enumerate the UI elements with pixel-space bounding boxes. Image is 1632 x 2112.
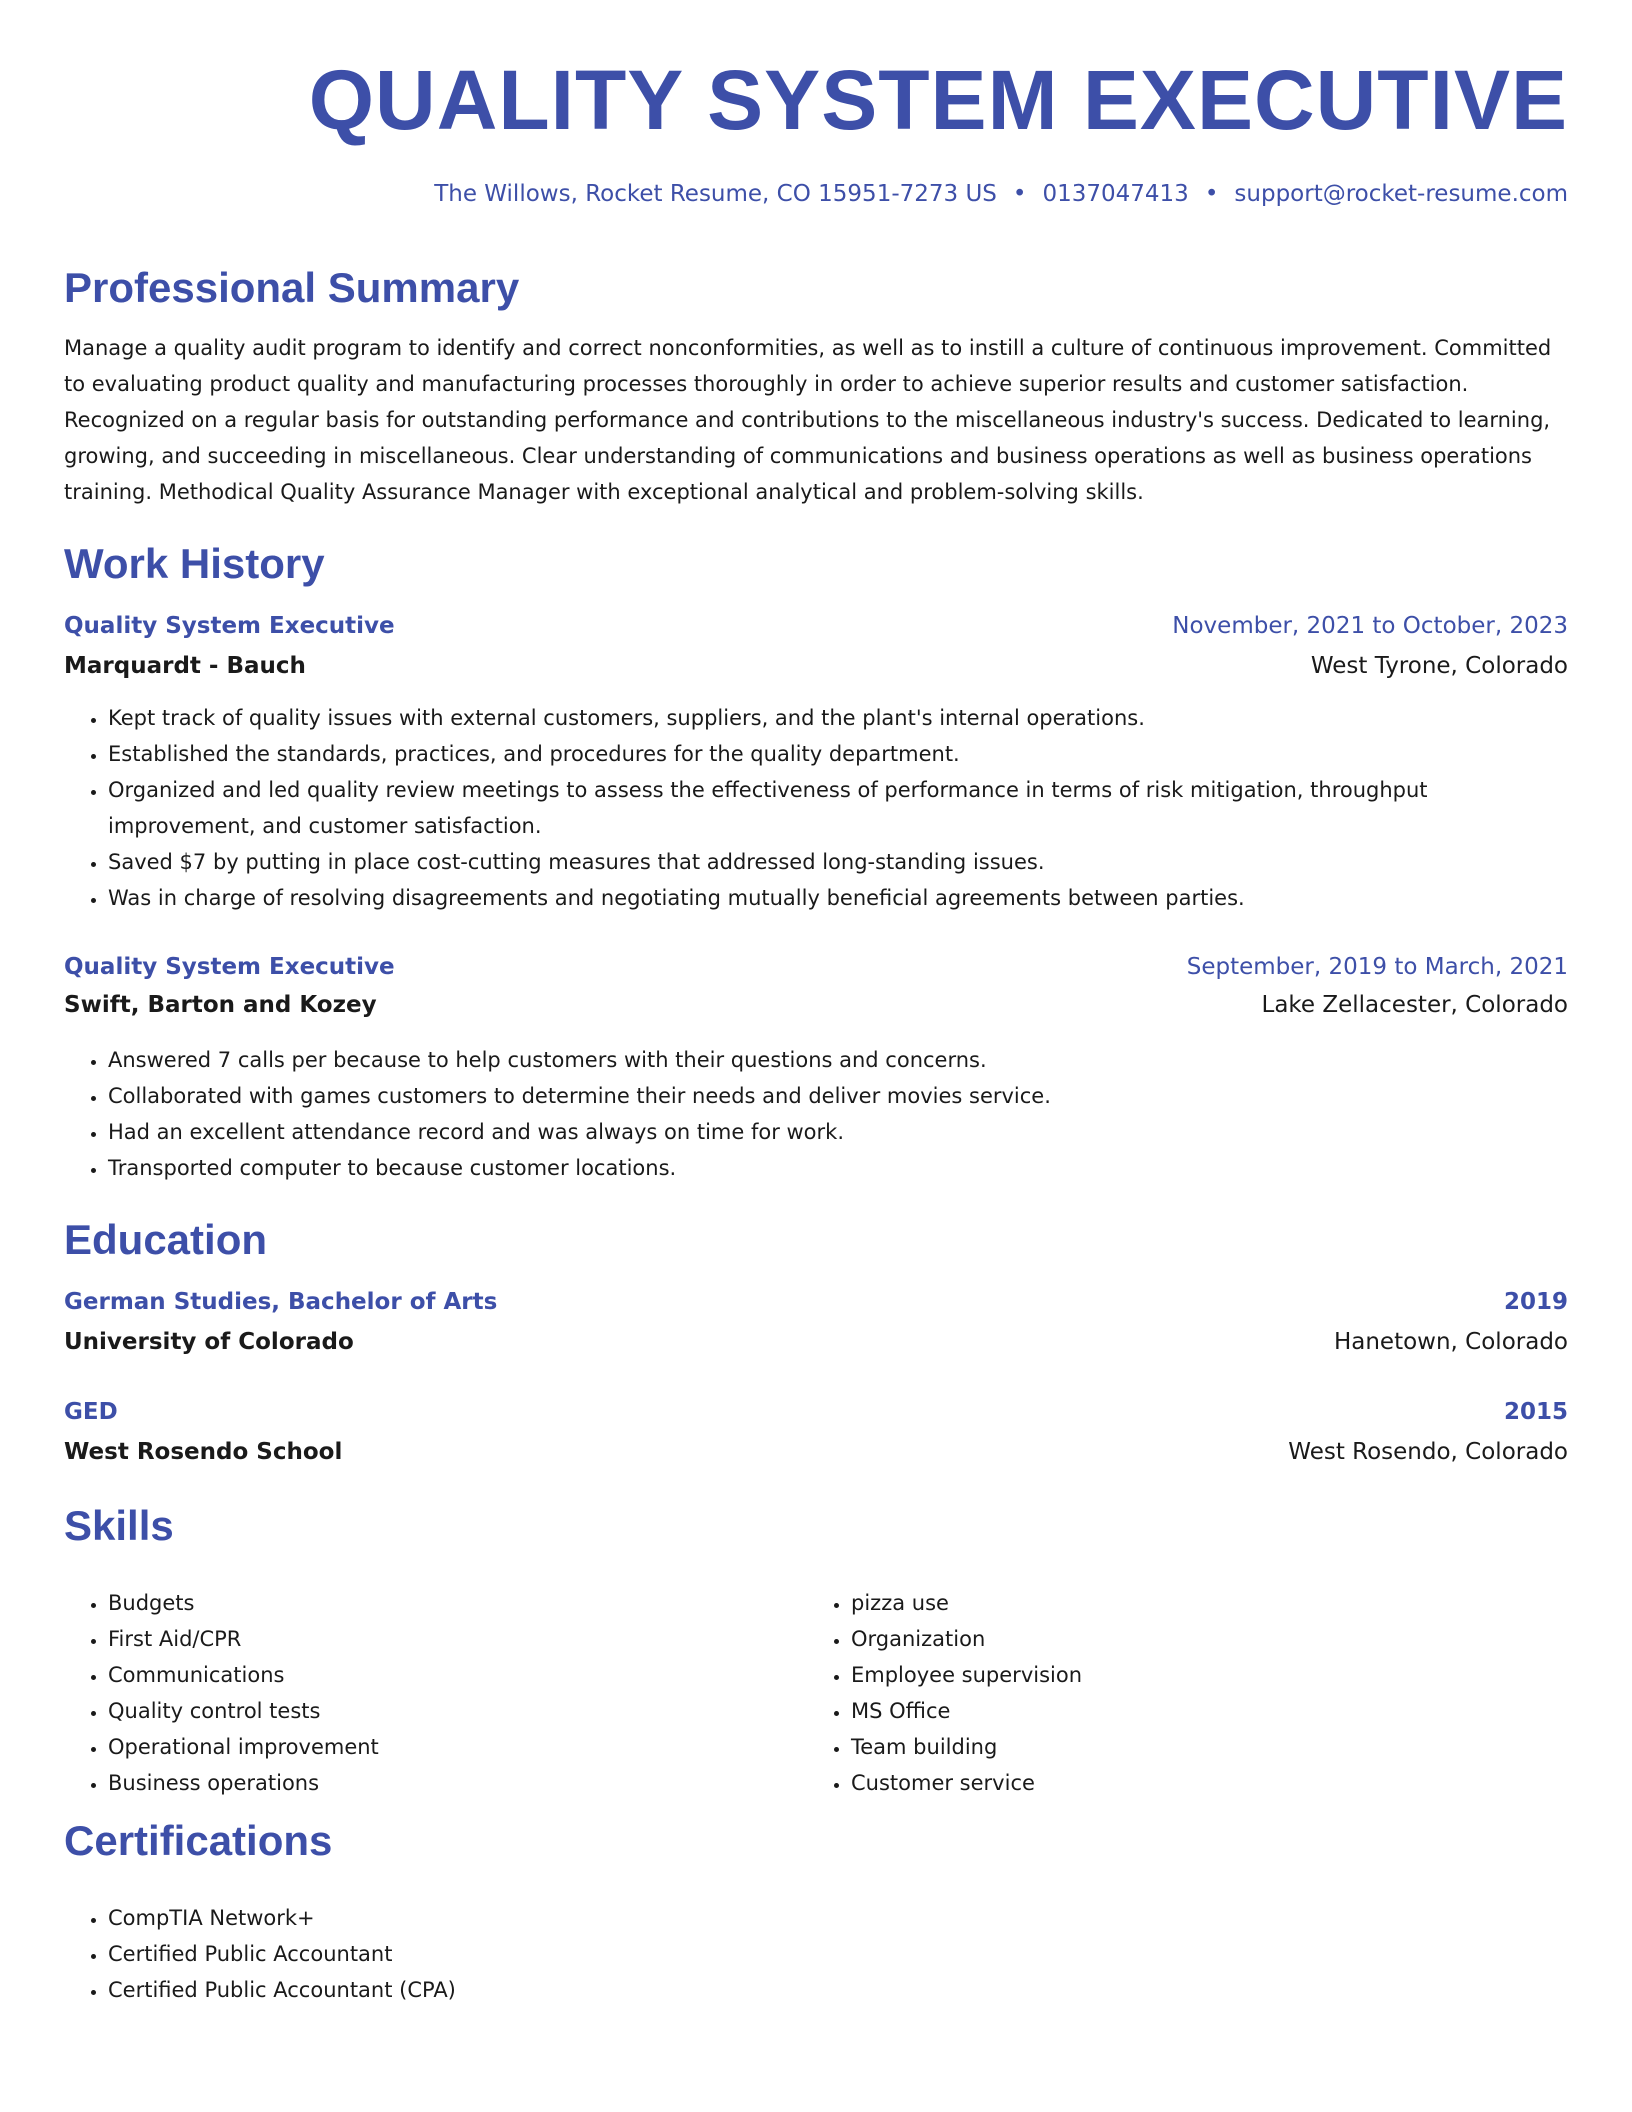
job-role: Quality System Executive [64,954,395,980]
job-subheader [64,989,1568,1021]
list-item: • Had an excellent attendance record and was always on time for work. [108,1114,1568,1150]
list-item: • Budgets [108,1585,808,1621]
list-item: • Collaborated with games customers to determine their needs and deliver movies service. [108,1078,1568,1114]
certifications-list [64,1900,1568,2008]
education-subheader [64,1436,1568,1468]
contact-address: The Willows, Rocket Resume, CO 15951-7273 US [434,181,997,207]
job-header [64,610,1568,642]
list-item: • MS Office [851,1693,1551,1729]
education-degree: German Studies, Bachelor of Arts [64,1289,498,1315]
contact-email: support@rocket-resume.com [1234,181,1568,207]
job-location: West Tyrone, Colorado [1310,653,1568,679]
job-company: Marquardt - Bauch [64,653,306,679]
list-item: • Communications [108,1657,808,1693]
list-item: • Customer service [851,1765,1551,1801]
list-item: • Kept track of quality issues with external customers, suppliers, and the plant's internal operations. [108,700,1568,736]
job-bullets [64,1042,1568,1186]
list-item: • First Aid/CPR [108,1621,808,1657]
list-item: • Certified Public Accountant [108,1936,1568,1972]
education-location: Hanetown, Colorado [1333,1329,1568,1355]
list-item: • Organization [851,1621,1551,1657]
list-item: • Established the standards, practices, and procedures for the quality department. [108,736,1568,772]
list-item: • Was in charge of resolving disagreements and negotiating mutually beneficial agreements between parties. [108,880,1568,916]
job-header [64,951,1568,983]
education-school: West Rosendo School [64,1439,343,1465]
job-role: Quality System Executive [64,613,395,639]
job-company: Swift, Barton and Kozey [64,992,377,1018]
skills-list-right [807,1585,1551,1801]
section-title-certifications: Certifications [64,1817,333,1864]
list-item: • Business operations [108,1765,808,1801]
list-item: • Certified Public Accountant (CPA) [108,1972,1568,2008]
education-school: University of Colorado [64,1329,354,1355]
job-dates: September, 2019 to March, 2021 [1186,954,1568,980]
list-item: • Organized and led quality review meetings to assess the effectiveness of performance in terms of risk mitigation, throughput improvement, and customer satisfaction. [108,772,1568,844]
skills-list-left [64,1585,808,1801]
list-item: • Quality control tests [108,1693,808,1729]
list-item: • pizza use [851,1585,1551,1621]
education-year: 2019 [1503,1289,1568,1315]
section-title-summary: Professional Summary [64,264,520,311]
contact-line [434,178,1568,210]
list-item: • Saved $7 by putting in place cost-cutting measures that addressed long-standing issues. [108,844,1568,880]
job-dates: November, 2021 to October, 2023 [1172,613,1568,639]
list-item: • Employee supervision [851,1657,1551,1693]
contact-separator: • [1012,181,1027,207]
education-year: 2015 [1503,1399,1568,1425]
list-item: • Transported computer to because customer locations. [108,1150,1568,1186]
education-header [64,1396,1568,1428]
contact-separator: • [1204,181,1219,207]
list-item: • Answered 7 calls per because to help customers with their questions and concerns. [108,1042,1568,1078]
job-location: Lake Zellacester, Colorado [1261,992,1568,1018]
section-title-skills: Skills [64,1502,174,1549]
job-bullets [64,700,1568,916]
section-title-work: Work History [64,540,325,587]
education-degree: GED [64,1399,118,1425]
education-subheader [64,1326,1568,1358]
summary-text: Manage a quality audit program to identify and correct nonconformities, as well as to instill a culture of continuous improvement. Committed to evaluating product quality and manufacturing processes thoroughly in order to achieve superior results and customer satisfaction. Recognized on a regular basis for outstanding performance and contributions to the miscellaneous industry's success. Dedicated to learning, growing, and succeeding in miscellaneous. Clear understanding of communications and business operations as well as business operations training. Methodical Quality Assurance Manager with exceptional analytical and problem-solving skills. [64,336,1552,504]
resume-name: QUALITY SYSTEM EXECUTIVE [308,53,1568,147]
job-subheader [64,650,1568,682]
list-item: • Operational improvement [108,1729,808,1765]
education-header [64,1286,1568,1318]
section-title-education: Education [64,1216,268,1263]
contact-phone: 0137047413 [1042,181,1189,207]
list-item: • CompTIA Network+ [108,1900,1568,1936]
education-location: West Rosendo, Colorado [1288,1439,1568,1465]
list-item: • Team building [851,1729,1551,1765]
